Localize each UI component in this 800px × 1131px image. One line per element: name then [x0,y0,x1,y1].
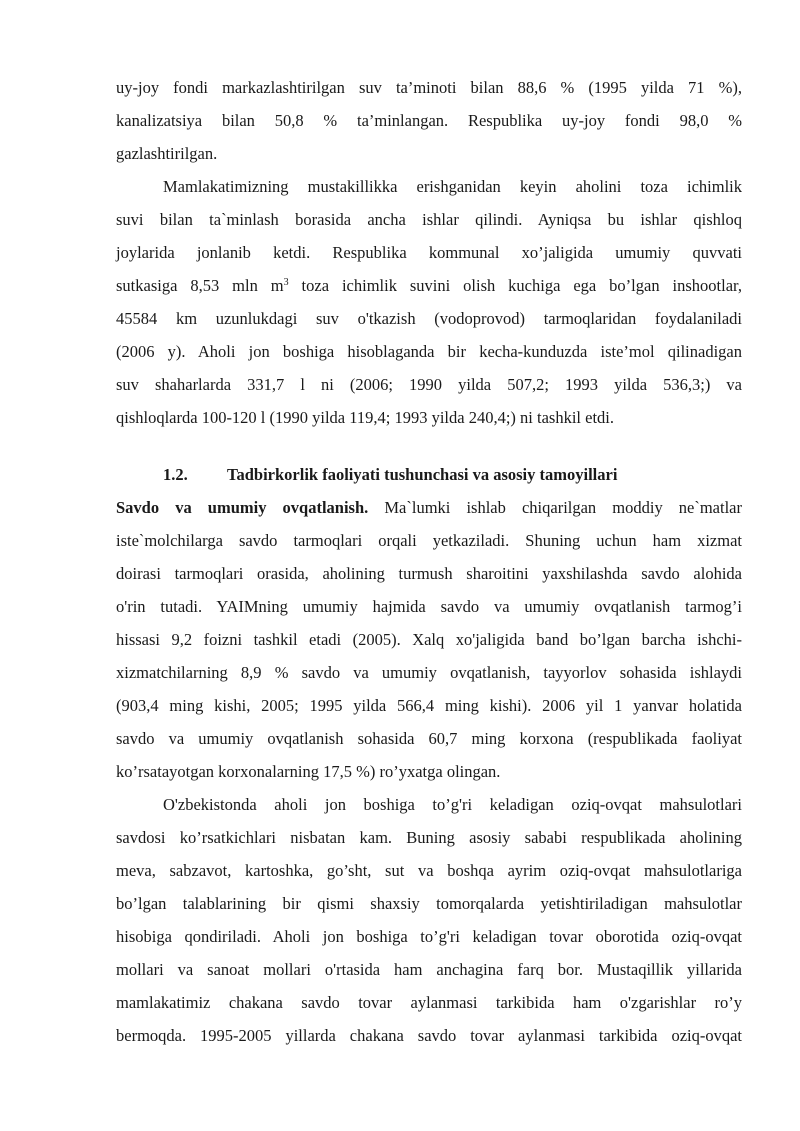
paragraph-line [116,276,742,296]
paragraph-line: meva, sabzavot, kartoshka, go’sht, sut va boshqa ayrim oziq-ovqat mahsulotlariga [116,861,742,880]
paragraph-line: qishloqlarda 100-120 l (1990 yilda 119,4; 1993 yilda 240,4;) ni tashkil etdi. [116,408,614,427]
bold-lead-in: Savdo va umumiy ovqatlanish. [116,498,369,517]
paragraph-line: Mamlakatimizning mustakillikka erishganidan keyin aholini toza ichimlik [163,177,742,196]
paragraph-line: (2006 y). Aholi jon boshiga hisoblaganda bir kecha-kunduzda iste’mol qilinadigan [116,342,742,361]
paragraph-line: xizmatchilarning 8,9 % savdo va umumiy ovqatlanish, tayyorlov sohasida ishlaydi [116,663,742,682]
paragraph-line: 45584 km uzunlukdagi suv o'tkazish (vodoprovod) tarmoqlaridan foydalaniladi [116,309,742,328]
paragraph-line: mamlakatimiz chakana savdo tovar aylanmasi tarkibida ham o'zgarishlar ro’y [116,993,742,1012]
paragraph-line: O'zbekistonda aholi jon boshiga to’g'ri keladigan oziq-ovqat mahsulotlari [163,795,742,814]
paragraph-line: mollari va sanoat mollari o'rtasida ham anchagina farq bor. Mustaqillik yillarida [116,960,742,979]
paragraph-line: bo’lgan talablarining bir qismi shaxsiy tomorqalarda yetishtiriladigan mahsulotlar [116,894,742,913]
superscript: 3 [283,277,289,288]
paragraph-line: hissasi 9,2 foizni tashkil etadi (2005). Xalq xo'jaligida band bo’lgan barcha ishchi- [116,630,742,649]
paragraph-line: savdosi ko’rsatkichlari nisbatan kam. Buning asosiy sababi respublikada aholining [116,828,742,847]
paragraph-line: joylarida jonlanib ketdi. Respublika kommunal xo’jaligida umumiy quvvati [116,243,742,262]
paragraph-line: kanalizatsiya bilan 50,8 % ta’minlangan. Respublika uy-joy fondi 98,0 % [116,111,742,130]
paragraph-line: suv shaharlarda 331,7 l ni (2006; 1990 yilda 507,2; 1993 yilda 536,3;) va [116,375,742,394]
paragraph-line: hisobiga qondiriladi. Aholi jon boshiga to’g'ri keladigan tovar oborotida oziq-ovqat [116,927,742,946]
text-segment: Ma`lumki ishlab chiqarilgan moddiy ne`matlar [368,498,742,517]
paragraph-line: suvi bilan ta`minlash borasida ancha ishlar qilindi. Ayniqsa bu ishlar qishloq [116,210,742,229]
paragraph-line [116,498,742,518]
paragraph-line: savdo va umumiy ovqatlanish sohasida 60,7 ming korxona (respublikada faoliyat [116,729,742,748]
paragraph-line: iste`molchilarga savdo tarmoqlari orqali yetkaziladi. Shuning uchun ham xizmat [116,531,742,550]
section-title: Tadbirkorlik faoliyati tushunchasi va asosiy tamoyillari [227,465,618,484]
section-heading [163,465,742,485]
text-segment: sutkasiga 8,53 mln m [116,276,284,295]
paragraph-line: bermoqda. 1995-2005 yillarda chakana savdo tovar aylanmasi tarkibida oziq-ovqat [116,1026,742,1045]
paragraph-line: gazlashtirilgan. [116,144,218,163]
paragraph-line: o'rin tutadi. YAIMning umumiy hajmida savdo va umumiy ovqatlanish tarmog’i [116,597,742,616]
paragraph-line: uy-joy fondi markazlashtirilgan suv ta’minoti bilan 88,6 % (1995 yilda 71 %), [116,78,742,97]
paragraph-line: (903,4 ming kishi, 2005; 1995 yilda 566,4 ming kishi). 2006 yil 1 yanvar holatida [116,696,742,715]
paragraph-line: doirasi tarmoqlari orasida, aholining turmush sharoitini yaxshilashda savdo alohida [116,564,742,583]
paragraph-line: ko’rsatayotgan korxonalarning 17,5 %) ro’yxatga olingan. [116,762,501,781]
section-number: 1.2. [163,465,188,484]
text-segment: toza ichimlik suvini olish kuchiga ega bo’lgan inshootlar, [288,276,742,295]
